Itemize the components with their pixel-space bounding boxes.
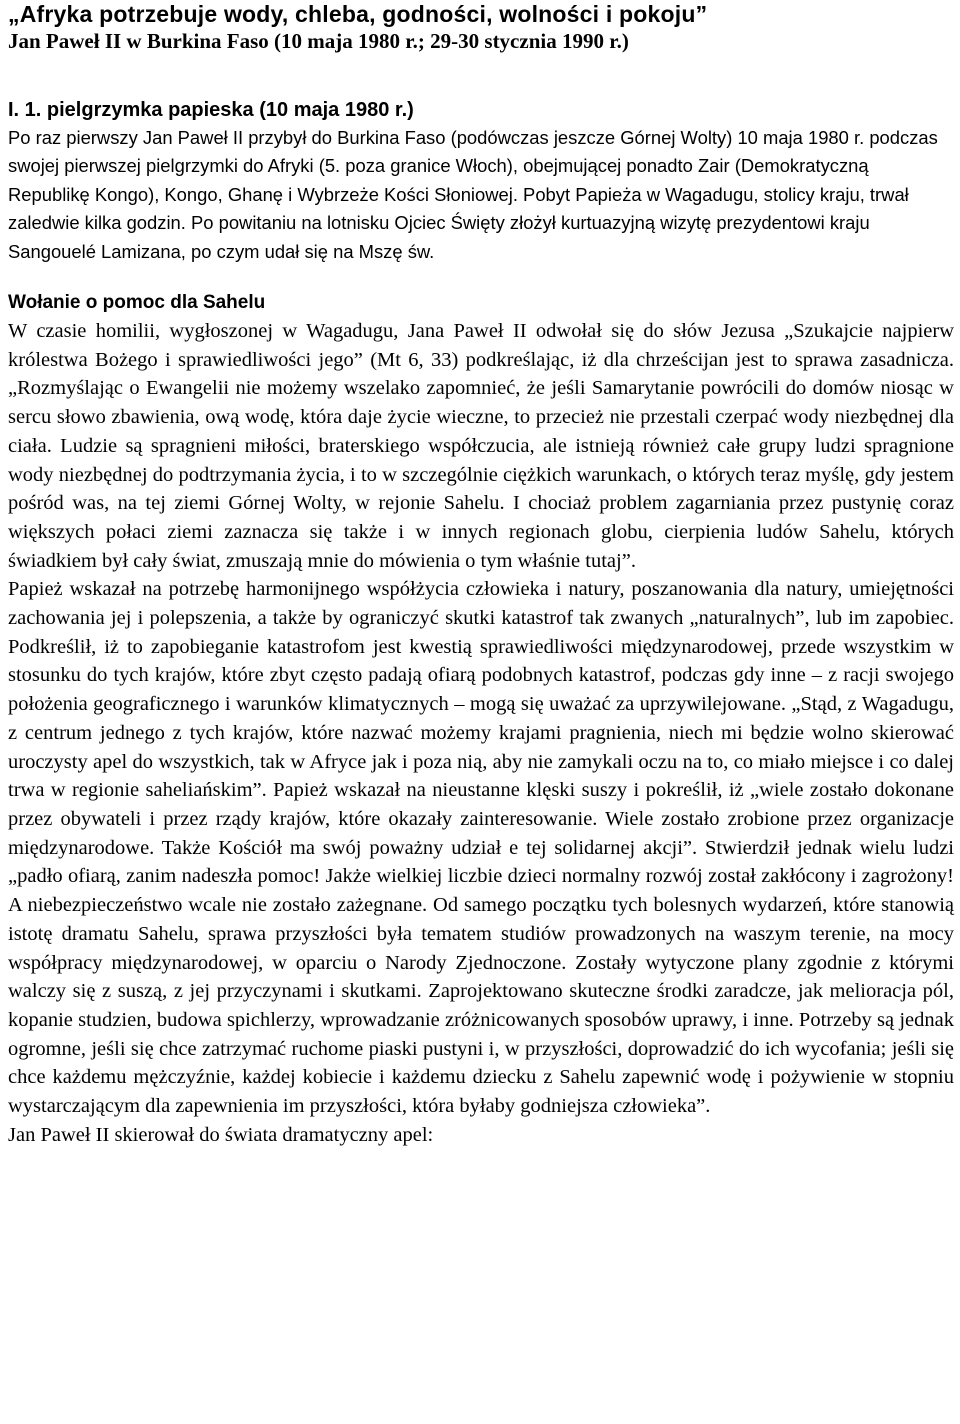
body-paragraph-3: Jan Paweł II skierował do świata dramatyczny apel: [8, 1123, 434, 1146]
intro-paragraph: Po raz pierwszy Jan Paweł II przybył do Burkina Faso (podówczas jeszcze Górnej Wolty) 10 maja 1980 r. podczas swojej pierwszej pielgrzymki do Afryki (5. poza granice Włoch), obejmującej ponadto Zair (Demokratyczną Republikę Kongo), Kongo, Ghanę i Wybrzeże Kości Słoniowej. Pobyt Papieża w Wagadugu, stolicy kraju, trwał zaledwie kilka godzin. Po powitaniu na lotnisku Ojciec Święty złożył kurtuazyjną wizytę prezydentowi kraju Sangouelé Lamizana, po czym udał się na Mszę św. [8, 127, 938, 262]
section-heading: I. 1. pielgrzymka papieska (10 maja 1980 r.) [8, 99, 414, 121]
document-page [8, 0, 954, 1149]
subsection-heading: Wołanie o pomoc dla Sahelu [8, 292, 266, 314]
body-paragraph-1: W czasie homilii, wygłoszonej w Wagadugu, Jana Paweł II odwołał się do słów Jezusa „Szukajcie najpierw królestwa Bożego i sprawiedliwości jego” (Mt 6, 33) podkreślając, iż dla chrześcijan jest to sprawa zasadnicza. „Rozmyślając o Ewangelii nie możemy wszelako zapomnieć, że jeśli Samarytanie powrócili do domów niosąc w sercu słowo zbawienia, ową wodę, która daje życie wieczne, to przecież nie przestali czerpać wody niezbędnej dla ciała. Ludzie są spragnieni miłości, braterskiego współczucia, ale istnieją również całe grupy ludzi spragnione wody niezbędnej do podtrzymania życia, i to w szczególnie ciężkich warunkach, o których teraz myślę, gdy jestem pośród was, na tej ziemi Górnej Wolty, w rejonie Sahelu. I chociaż problem zagarniania przez pustynię coraz większych połaci ziemi zaznacza się także i w innych regionach globu, cierpienia ludów Sahelu, których świadkiem był cały świat, zmuszają mnie do mówienia o tym właśnie tutaj”. [8, 320, 954, 572]
document-title: „Afryka potrzebuje wody, chleba, godności, wolności i pokoju” [8, 1, 708, 27]
document-subtitle: Jan Paweł II w Burkina Faso (10 maja 1980 r.; 29-30 stycznia 1990 r.) [8, 29, 629, 53]
body-paragraph-2: Papież wskazał na potrzebę harmonijnego współżycia człowieka i natury, poszanowania dla natury, umiejętności zachowania jej i polepszenia, a także by ograniczyć skutki katastrof tak zwanych „naturalnych”, lub im zapobiec. Podkreślił, iż to zapobieganie katastrofom jest kwestią sprawiedliwości międzynarodowej, przede wszystkim w stosunku do tych krajów, które zbyt często padają ofiarą podobnych katastrof, podczas gdy inne – z racji swojego położenia geograficznego i warunków klimatycznych – mogą się uważać za uprzywilejowane. „Stąd, z Wagadugu, z centrum jednego z tych krajów, które nazwać możemy krajami pragnienia, niech mi będzie wolno skierować uroczysty apel do wszystkich, tak w Afryce jak i poza nią, aby nie zamykali oczu na to, co miało miejsce i co dalej trwa w regionie saheliańskim”. Papież wskazał na nieustanne klęski suszy i pokreślił, iż „wiele zostało dokonane przez obywateli i przez rządy krajów, które okazały zainteresowanie. Wiele zostało zrobione przez organizacje międzynarodowe. Także Kościół ma swój poważny udział e tej solidarnej akcji”. Stwierdził jednak wielu ludzi „padło ofiarą, zanim nadeszła pomoc! Jakże wielkiej liczbie dzieci normalny rozwój został zakłócony i zagrożony! A niebezpieczeństwo wcale nie zostało zażegnane. Od samego początku tych bolesnych wydarzeń, które stanowią istotę dramatu Sahelu, sprawa przyszłości była tematem studiów prowadzonych na waszym terenie, na mocy współpracy międzynarodowej, w oparciu o Narody Zjednoczone. Zostały wytyczone plany zgodnie z którymi walczy się z suszą, z jej przyczynami i skutkami. Zaprojektowano skuteczne środki zaradcze, jak melioracja pól, kopanie studzien, budowa spichlerzy, wprowadzanie zróżnicowanych sposobów uprawy, i inne. Potrzeby są jednak ogromne, jeśli się chce zatrzymać ruchome piaski pustyni i, w przyszłości, doprowadzić do ich wycofania; jeśli się chce każdemu mężczyźnie, każdej kobiecie i każdemu dziecku z Sahelu zapewnić wodę i pożywienie w stopniu wystarczającym dla zapewnienia im przyszłości, która byłaby godniejsza człowieka”. [8, 578, 954, 1118]
